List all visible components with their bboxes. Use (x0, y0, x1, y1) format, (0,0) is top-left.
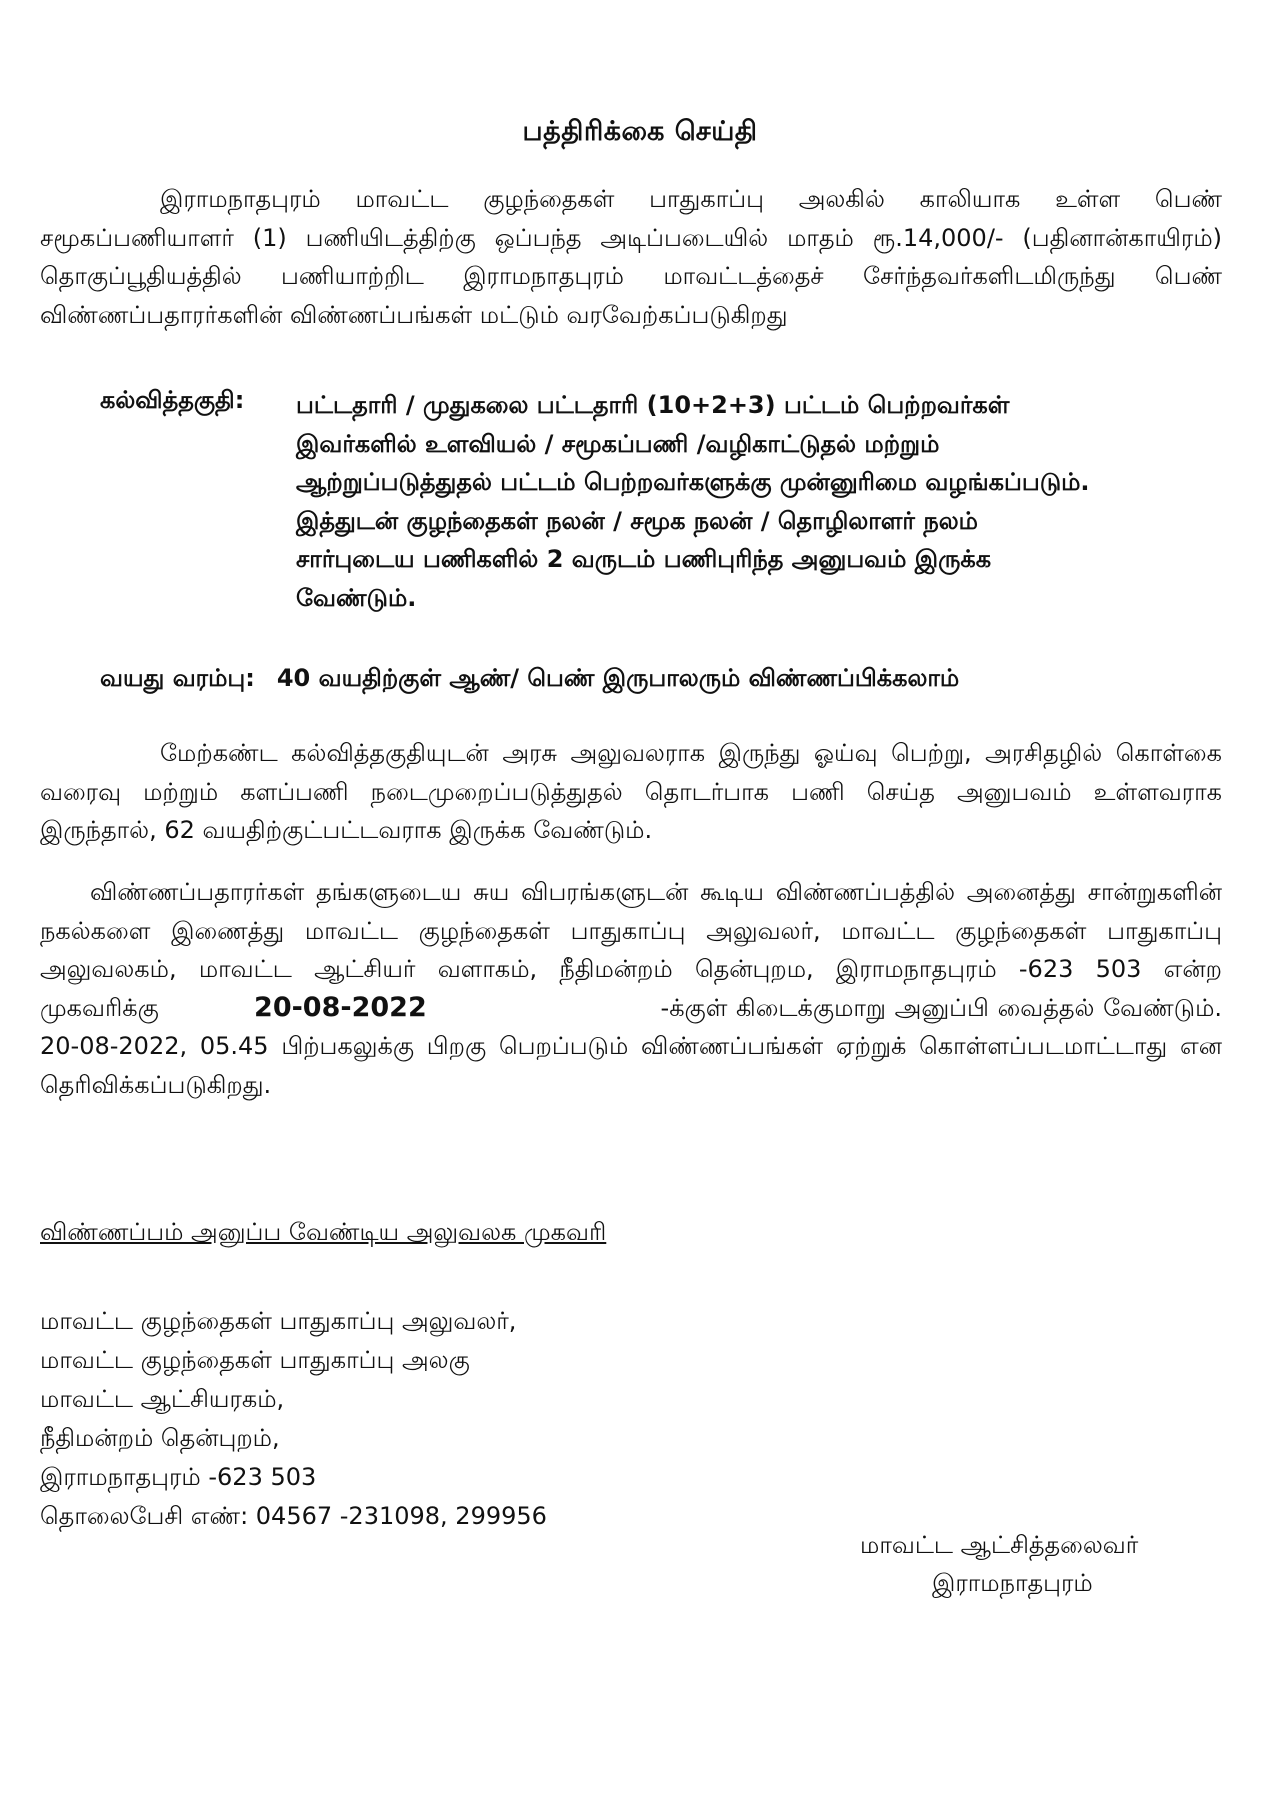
application-text-cont: -க்குள் கிடைக்குமாறு அனுப்பி வைத்தல் வேண்டும். 20-08-2022, 05.45 பிற்பகலுக்கு பிறகு பெறப்படும் விண்ணப்பங்கள் ஏற்றுக் கொள்ளப்படமாட்டாது என தெரிவிக்கப்படுகிறது. (40, 993, 1223, 1099)
age-limit (100, 664, 959, 695)
signatory-place: இராமநாதபுரம் (932, 1569, 1093, 1597)
education-label: கல்வித்தகுதி: (100, 386, 245, 414)
education-line: பட்டதாரி / முதுகலை பட்டதாரி (10+2+3) பட்டம் பெற்றவர்கள் (296, 391, 1010, 419)
address-line: மாவட்ட குழந்தைகள் பாதுகாப்பு அலுவலர், (40, 1307, 517, 1335)
age-value: 40 வயதிற்குள் ஆண்/ பெண் இருபாலரும் விண்ணப்பிக்கலாம் (276, 664, 960, 692)
address-line: மாவட்ட குழந்தைகள் பாதுகாப்பு அலகு (40, 1346, 470, 1374)
education-line: இத்துடன் குழந்தைகள் நலன் / சமூக நலன் / தொழிலாளர் நலம் (296, 506, 978, 535)
experience-paragraph: மேற்கண்ட கல்வித்தகுதியுடன் அரசு அலுவலராக இருந்து ஓய்வு பெற்று, அரசிதழில் கொள்கை வரைவு மற்றும் களப்பணி நடைமுறைப்படுத்துதல் தொடர்பாக பணி செய்த அனுபவம் உள்ளவராக இருந்தால், 62 வயதிற்குட்பட்டவராக இருக்க வேண்டும். (40, 739, 1222, 844)
address-line: இராமநாதபுரம் -623 503 (40, 1463, 317, 1491)
education-line: சார்புடைய பணிகளில் 2 வருடம் பணிபுரிந்த அனுபவம் இருக்க (296, 545, 992, 573)
address-line: மாவட்ட ஆட்சியரகம், (40, 1385, 285, 1413)
page-title: பத்திரிக்கை செய்தி (522, 116, 758, 147)
education-line: வேண்டும். (296, 583, 417, 612)
application-text: விண்ணப்பதாரர்கள் தங்களுடைய சுய விபரங்களுடன் கூடிய விண்ணப்பத்தில் அனைத்து சான்றுகளின் நகல்களை இணைத்து மாவட்ட குழந்தைகள் பாதுகாப்பு அலுவலர், மாவட்ட குழந்தைகள் பாதுகாப்பு அலுவலகம், மாவட்ட ஆட்சியர் வளாகம், நீதிமன்றம் தென்புறம, இராமநாதபுரம் -623 503 என்ற முகவரிக்கு (40, 878, 1222, 1022)
intro-paragraph: இராமநாதபுரம் மாவட்ட குழந்தைகள் பாதுகாப்பு அலகில் காலியாக உள்ள பெண் சமூகப்பணியாளர் (1) பணியிடத்திற்கு ஒப்பந்த அடிப்படையில் மாதம் ரூ.14,000/- (பதினான்காயிரம்) தொகுப்பூதியத்தில் பணியாற்றிட இராமநாதபுரம் மாவட்டத்தைச் சேர்ந்தவர்களிடமிருந்து பெண் விண்ணப்பதாரர்களின் விண்ணப்பங்கள் மட்டும் வரவேற்கப்படுகிறது (40, 185, 1222, 329)
education-line: இவர்களில் உளவியல் / சமூகப்பணி /வழிகாட்டுதல் மற்றும் (296, 429, 940, 458)
education-line: ஆற்றுப்படுத்துதல் பட்டம் பெற்றவர்களுக்கு முன்னுரிமை வழங்கப்படும். (296, 468, 1090, 496)
signatory-designation: மாவட்ட ஆட்சித்தலைவர் (860, 1531, 1139, 1559)
address-line: நீதிமன்றம் தென்புறம், (40, 1424, 280, 1452)
age-label: வயது வரம்பு: (100, 664, 255, 692)
phone-line: தொலைபேசி எண்: 04567 -231098, 299956 (40, 1502, 547, 1530)
education-requirements (296, 386, 1196, 617)
office-address (40, 1302, 547, 1536)
application-paragraph (40, 873, 1222, 1104)
last-date: 20-08-2022 (254, 991, 427, 1023)
address-heading: விண்ணப்பம் அனுப்ப வேண்டிய அலுவலக முகவரி (40, 1218, 607, 1246)
